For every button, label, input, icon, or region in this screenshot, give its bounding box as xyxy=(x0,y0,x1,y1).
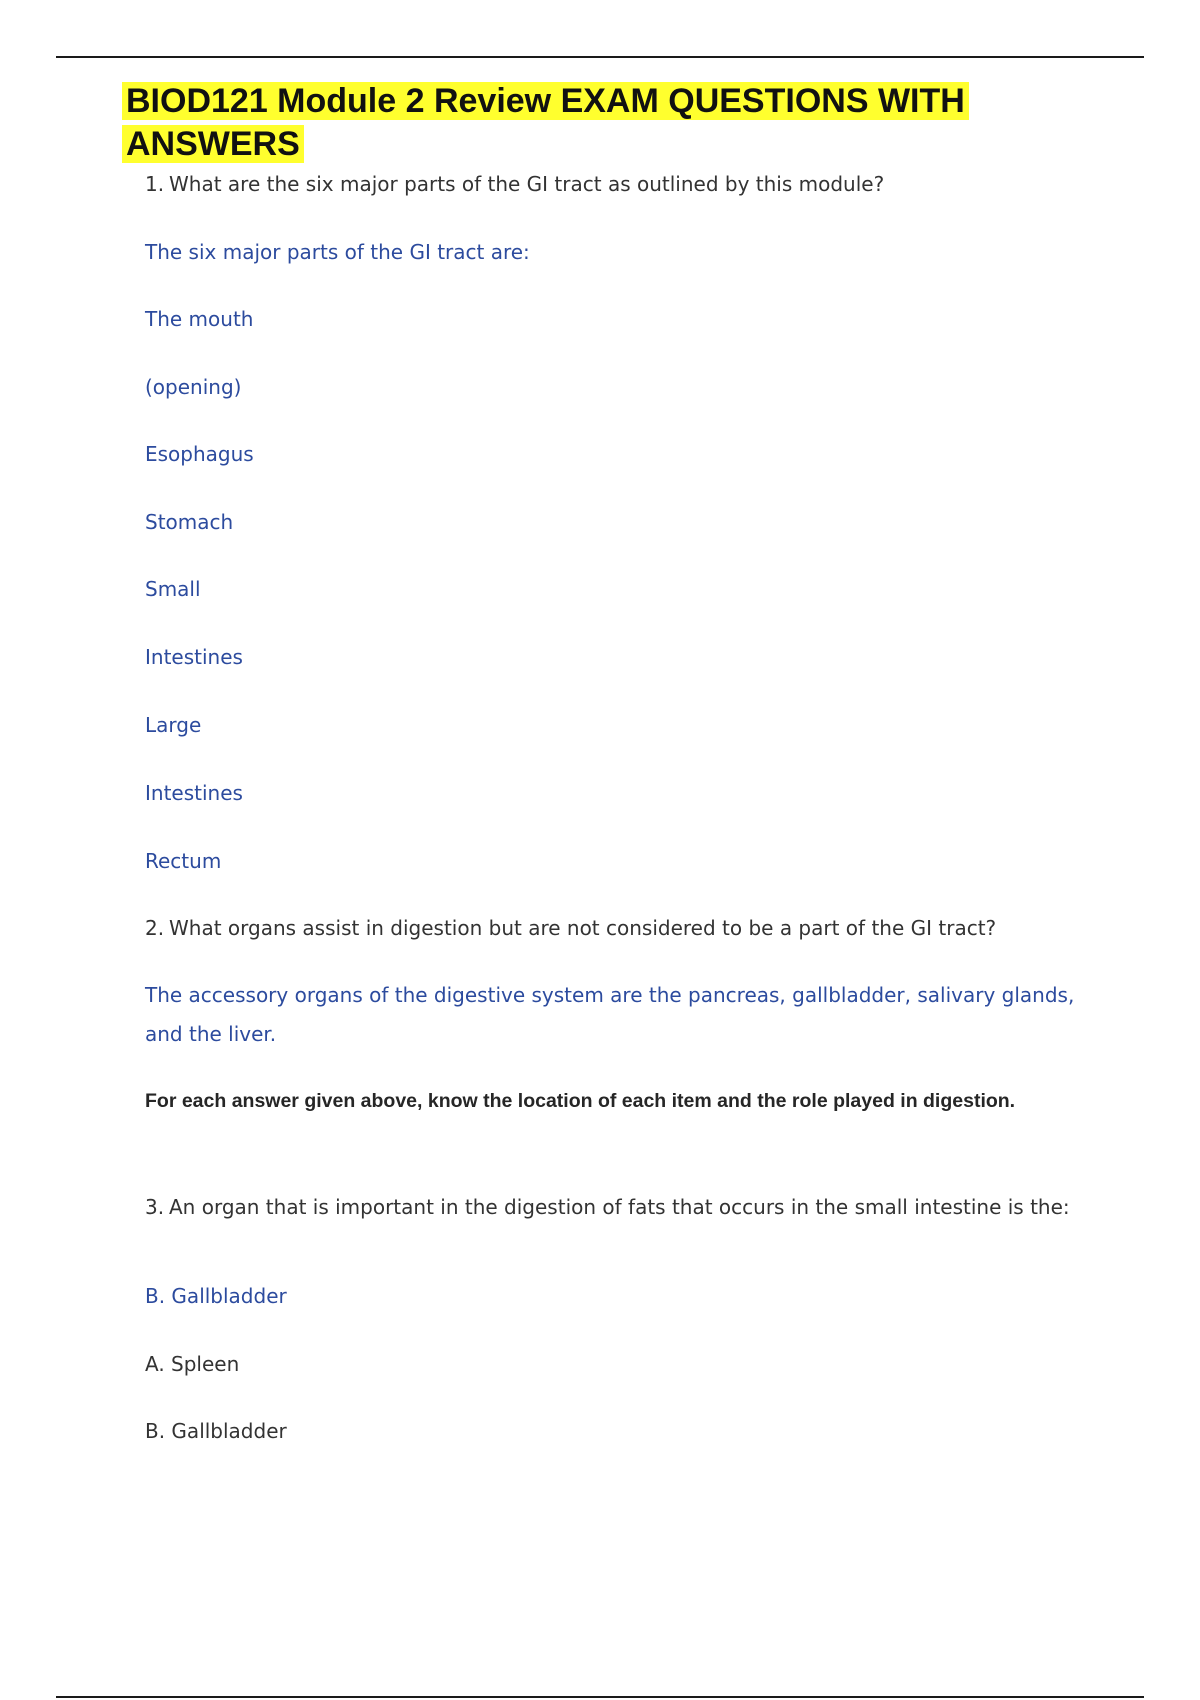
answer-1-item: Intestines xyxy=(145,781,243,805)
question-text: What are the six major parts of the GI tract as outlined by this module? xyxy=(169,172,885,196)
study-note: For each answer given above, know the location of each item and the role played in digestion. xyxy=(145,1090,1016,1112)
top-rule xyxy=(56,56,1144,58)
answer-2: The accessory organs of the digestive system are the pancreas, gallbladder, salivary glands, and the liver. xyxy=(145,983,1075,1046)
option-item: A. Spleen xyxy=(145,1352,240,1376)
question-text: What organs assist in digestion but are not considered to be a part of the GI tract? xyxy=(169,916,997,940)
answer-1-item: Small xyxy=(145,577,201,601)
question-2 xyxy=(145,909,1095,948)
answer-1-item: Rectum xyxy=(145,849,222,873)
answer-1-item: Large xyxy=(145,713,202,737)
bottom-rule xyxy=(56,1696,1144,1698)
answer-1-item: The mouth xyxy=(145,307,254,331)
answer-1-item: Esophagus xyxy=(145,442,254,466)
answer-1-item: Stomach xyxy=(145,510,234,534)
answer-1-item: (opening) xyxy=(145,375,242,399)
question-3 xyxy=(145,1195,1085,1219)
answer-1-item: Intestines xyxy=(145,645,243,669)
question-number: 1. xyxy=(145,172,165,196)
question-number: 2. xyxy=(145,916,165,940)
document-title xyxy=(122,80,1082,166)
answer-1-intro: The six major parts of the GI tract are: xyxy=(145,240,530,264)
question-number: 3. xyxy=(145,1195,165,1219)
question-text: An organ that is important in the digestion of fats that occurs in the small intestine is the: xyxy=(169,1195,1070,1219)
option-item: B. Gallbladder xyxy=(145,1419,287,1443)
answer-3: B. Gallbladder xyxy=(145,1284,287,1308)
question-1 xyxy=(145,165,1095,204)
title-highlight: BIOD121 Module 2 Review EXAM QUESTIONS WITH ANSWERS xyxy=(122,82,969,163)
